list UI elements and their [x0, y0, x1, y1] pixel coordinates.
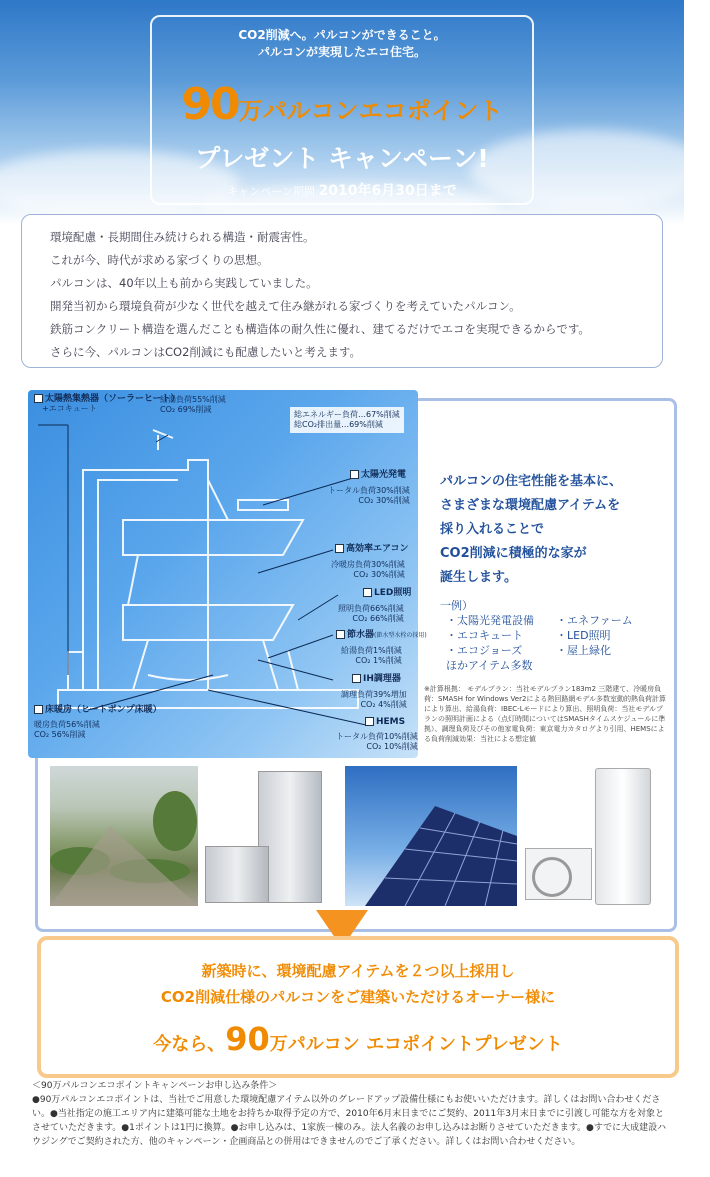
banner-headline	[152, 79, 532, 130]
campaign-banner	[150, 15, 534, 205]
label-aircon: 高効率エアコン	[335, 544, 409, 554]
total-reduction: 総エネルギー負荷…67%削減 総CO₂排出量…69%削減	[290, 407, 404, 433]
campaign-title: プレゼント キャンペーン!	[195, 144, 489, 173]
calculation-notes: ※計算根拠： モデルプラン：当社モデルプラン183m2 三階建て、冷暖房負荷：SMASH for Windows Ver2による熱回路網モデル多数室動的熱負荷計算により算出、給湯負荷：IBEC-Lモードにより算出、照明負荷：当社モデルプランの照明計画による（点灯時間についてはSMASHタイムスケジュールに準拠）、調理負荷及びその他家電負荷：東京電力カタログより引用、HEMSによる負荷削減効果：当社による想定値	[424, 685, 667, 743]
feature-line: パルコンの住宅性能を基本に、	[440, 474, 623, 489]
value-floor-heating: 暖房負荷56%削減 CO₂ 56%削減	[34, 720, 100, 739]
heat-pump-unit	[525, 848, 592, 900]
ecocute-photo	[520, 766, 670, 906]
house-diagram	[28, 390, 427, 758]
label-ih: IH調理器	[352, 674, 401, 684]
rooftop-garden-photo	[50, 766, 198, 906]
label-floor-heating: 床暖房（ヒートポンプ床暖）	[34, 705, 162, 715]
offer-headline	[41, 1020, 675, 1058]
feature-line: CO2削減に積極的な家が	[440, 546, 587, 561]
headline-amount: 90	[181, 79, 239, 130]
offer-prefix: 今なら、	[153, 1034, 226, 1055]
feature-line: 採り入れることで	[440, 522, 545, 537]
label-hems: HEMS	[365, 717, 405, 727]
example-items	[440, 598, 660, 672]
intro-line: パルコンは、40年以上も前から実践していました。	[50, 276, 318, 290]
label-solar-heat: 太陽熱集熱器（ソーラーヒート） +エコキュート	[34, 394, 180, 414]
intro-line: 環境配慮・長期間住み続けられる構造・耐震害性。	[50, 230, 315, 244]
terms-title: ＜90万パルコンエコポイントキャンペーンお申し込み条件＞	[32, 1081, 278, 1091]
value-pv: トータル負荷30%削減 CO₂ 30%削減	[328, 486, 410, 505]
value-solar-heat: 給湯負荷55%削減 CO₂ 69%削減	[160, 395, 226, 414]
label-water-saver: 節水器(節水型水栓の採用)	[336, 630, 427, 641]
value-aircon: 冷暖房負荷30%削減 CO₂ 30%削減	[331, 560, 405, 579]
offer-conditions	[41, 958, 675, 1010]
offer-line2: CO2削減仕様のパルコンをご建築いただけるオーナー様に	[160, 988, 556, 1006]
solar-panel-illustration	[345, 766, 517, 906]
banner-tagline	[152, 27, 532, 61]
intro-line: 鉄筋コンクリート構造を選んだことも構造体の耐久性に優れ、建てるだけでエコを実現できるからです。	[50, 322, 590, 336]
example-col-2: ・エネファーム ・LED照明 ・屋上緑化	[556, 614, 633, 657]
label-pv: 太陽光発電	[350, 470, 406, 480]
feature-line: さまざまな環境配慮アイテムを	[440, 498, 621, 513]
example-label: 一例）	[440, 599, 473, 612]
offer-suffix: 万パルコン エコポイントプレゼント	[269, 1034, 563, 1055]
offer-amount: 90	[225, 1020, 270, 1058]
headline-text: 万パルコンエコポイント	[238, 97, 503, 125]
period-date: 2010年6月30日まで	[318, 183, 457, 199]
battery-unit-small	[205, 846, 269, 903]
campaign-period	[152, 180, 532, 200]
intro-line: これが今、時代が求める家づくりの思想。	[50, 253, 269, 267]
garden-illustration	[50, 766, 198, 906]
solar-panel-photo	[345, 766, 517, 906]
offer-box	[37, 936, 679, 1078]
offer-line1: 新築時に、環境配慮アイテムを２つ以上採用し	[201, 962, 515, 980]
feature-description	[440, 470, 660, 590]
terms-body: ●90万パルコンエコポイントは、当社でご用意した環境配慮アイテム以外のグレードアップ設備仕様にもお使いいただけます。詳しくはお問い合わせください。●当社指定の施工エリア内に建築可能な土地をお持ちか取得予定の方で、2010年6月末日までにご契約、2011年3月末日までに引渡し可能な方を対象とさせていただきます。●1ポイントは1円に換算。●お申し込みは、1家族一棟のみ。法人名義のお申し込みはお断りさせていただきます。●すでに大成建設ハウジングでご契約された方、他のキャンペーン・企画商品との併用はできませんのでご了承ください。詳しくはお問い合わせください。	[32, 1095, 667, 1147]
intro-line: 開発当初から環境負荷が少なく世代を越えて住み継がれる家づくりを考えていたパルコン。	[50, 299, 521, 313]
campaign-terms	[32, 1079, 672, 1149]
value-water-saver: 給湯負荷1%削減 CO₂ 1%削減	[341, 646, 402, 665]
water-heater-tank	[595, 768, 651, 905]
value-led: 照明負荷66%削減 CO₂ 66%削減	[338, 604, 404, 623]
tagline-line1: CO2削減へ。パルコンができること。	[238, 28, 446, 42]
storage-battery-photo	[203, 766, 338, 906]
value-ih: 調理負荷39%増加 CO₂ 4%削減	[341, 690, 407, 709]
tagline-line2: パルコンが実現したエコ住宅。	[257, 45, 426, 59]
label-led: LED照明	[363, 588, 411, 598]
feature-line: 誕生します。	[440, 570, 517, 585]
fan-icon	[532, 857, 572, 897]
example-col-1: ・太陽光発電設備 ・エコキュート ・エコジョーズ ほかアイテム多数	[446, 614, 534, 672]
period-label: キャンペーン期間	[227, 185, 316, 198]
intro-box	[21, 214, 663, 368]
intro-line: さらに今、パルコンはCO2削減にも配慮したいと考えます。	[50, 345, 361, 359]
value-hems: トータル負荷10%削減 CO₂ 10%削減	[336, 732, 418, 751]
